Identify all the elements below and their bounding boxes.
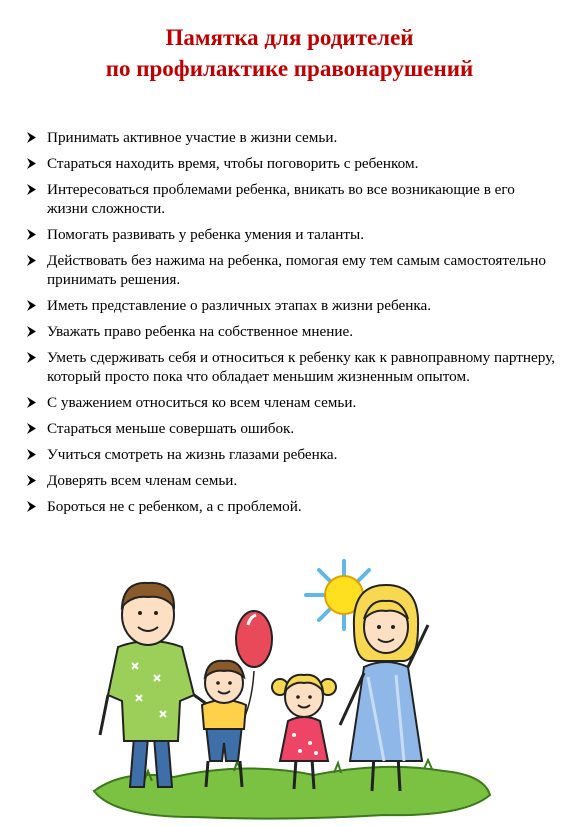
list-item — [26, 180, 558, 218]
list-item-text: Интересоваться проблемами ребенка, вникать во все возникающие в его жизни сложности. — [47, 181, 515, 217]
list-item-text: Доверять всем членам семьи. — [47, 472, 238, 489]
list-item — [26, 225, 558, 244]
page-title-line-2: по профилактике правонарушений — [105, 56, 474, 81]
list-item-text: Действовать без нажима на ребенка, помогая ему тем самым самостоятельно принимать решения. — [47, 252, 546, 288]
list-item-text: Принимать активное участие в жизни семьи. — [47, 129, 338, 146]
list-item-text: Помогать развивать у ребенка умения и таланты. — [47, 226, 365, 243]
list-item — [26, 296, 558, 315]
arrowhead-bullet-icon — [26, 300, 37, 311]
family-cartoon-icon — [84, 555, 496, 821]
list-item — [26, 393, 558, 412]
father-figure — [100, 583, 208, 787]
list-item-text: Стараться находить время, чтобы поговорить с ребенком. — [47, 155, 419, 172]
arrowhead-bullet-icon — [26, 326, 37, 337]
list-item — [26, 471, 558, 490]
advice-list — [26, 128, 558, 523]
arrowhead-bullet-icon — [26, 423, 37, 434]
list-item-text: Иметь представление о различных этапах в жизни ребенка. — [47, 297, 432, 314]
page-title — [0, 22, 579, 84]
page-title-line-1: Памятка для родителей — [165, 25, 414, 50]
list-item — [26, 128, 558, 147]
list-item — [26, 348, 558, 386]
list-item — [26, 322, 558, 341]
arrowhead-bullet-icon — [26, 352, 37, 363]
list-item-text: Учиться смотреть на жизнь глазами ребенка. — [47, 446, 338, 463]
list-item-text: С уважением относиться ко всем членам семьи. — [47, 394, 357, 411]
arrowhead-bullet-icon — [26, 475, 37, 486]
arrowhead-bullet-icon — [26, 229, 37, 240]
list-item — [26, 419, 558, 438]
boy-figure — [202, 661, 246, 787]
arrowhead-bullet-icon — [26, 184, 37, 195]
arrowhead-bullet-icon — [26, 158, 37, 169]
list-item-text: Стараться меньше совершать ошибок. — [47, 420, 295, 437]
list-item — [26, 154, 558, 173]
arrowhead-bullet-icon — [26, 449, 37, 460]
arrowhead-bullet-icon — [26, 397, 37, 408]
arrowhead-bullet-icon — [26, 132, 37, 143]
list-item — [26, 445, 558, 464]
list-item-text: Уважать право ребенка на собственное мнение. — [47, 323, 354, 340]
grass-patch — [94, 767, 490, 819]
arrowhead-bullet-icon — [26, 501, 37, 512]
list-item-text: Уметь сдерживать себя и относиться к ребенку как к равноправному партнеру, который просто пока что обладает меньшим жизненным опытом. — [47, 349, 556, 385]
arrowhead-bullet-icon — [26, 255, 37, 266]
list-item — [26, 251, 558, 289]
list-item-text: Бороться не с ребенком, а с проблемой. — [47, 498, 302, 515]
list-item — [26, 497, 558, 516]
mother-figure — [340, 585, 428, 791]
